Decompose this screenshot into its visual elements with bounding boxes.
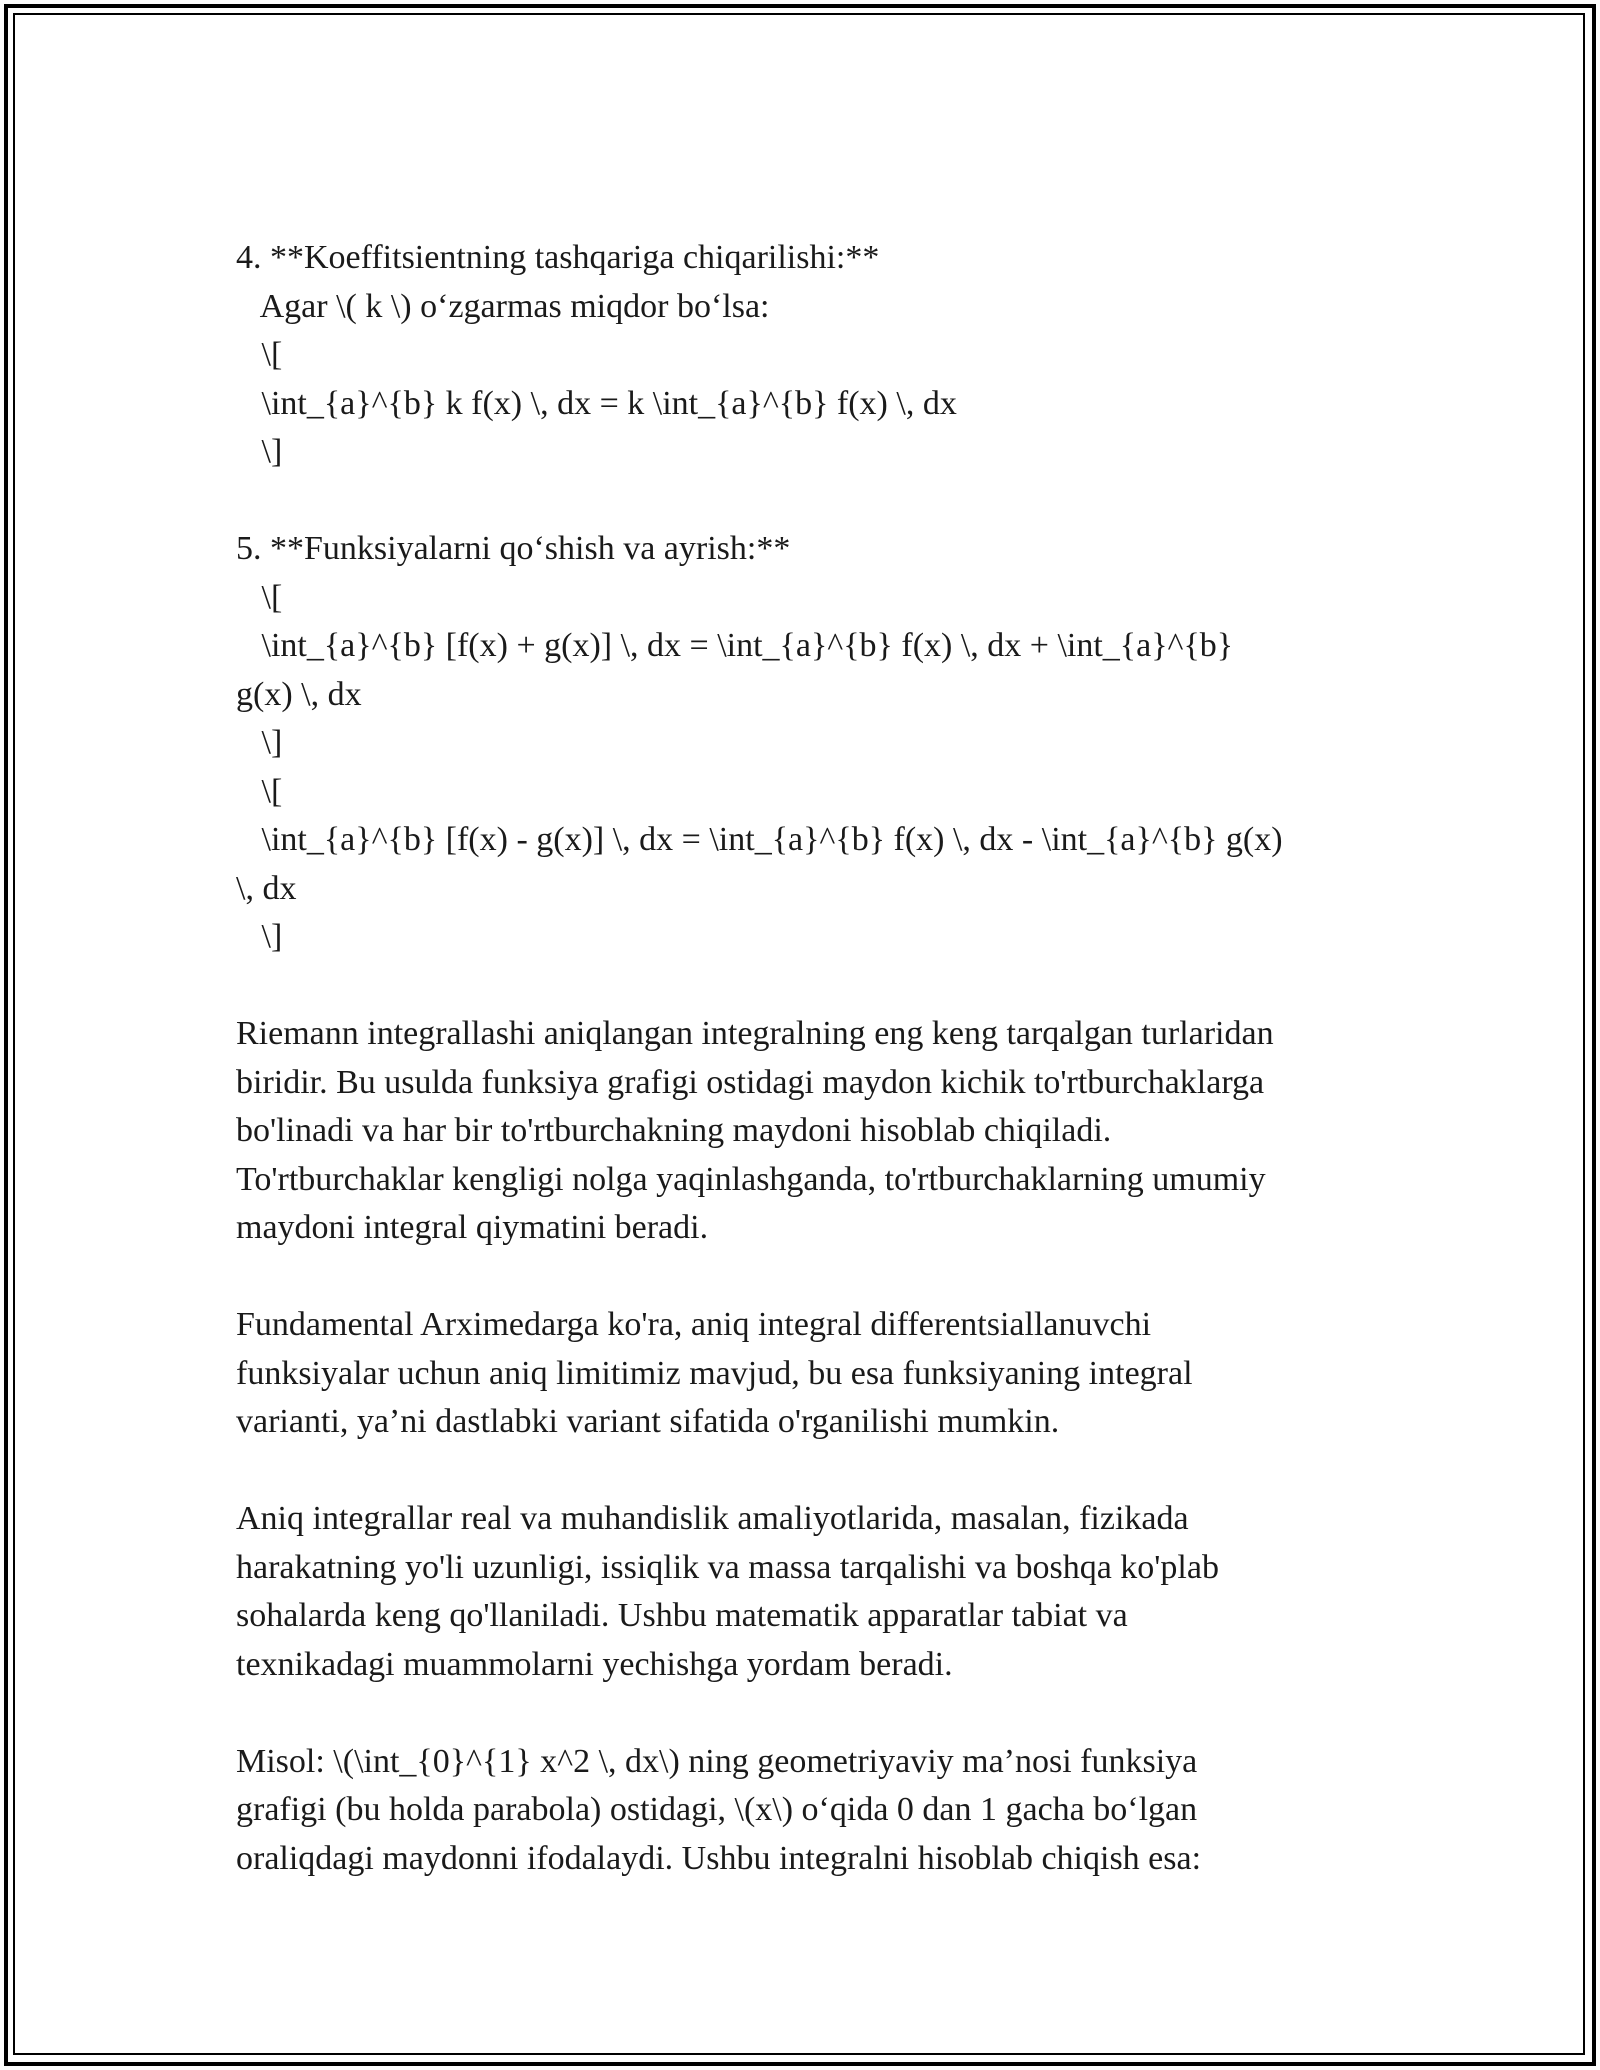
riemann-paragraph-line: To'rtburchaklar kengligi nolga yaqinlashganda, to'rtburchaklarning umumiy (236, 1160, 1266, 1198)
blank-line (236, 962, 1386, 1011)
riemann-paragraph-line: Riemann integrallashi aniqlangan integralning eng keng tarqalgan turlaridan (236, 1015, 1274, 1052)
example-paragraph-line: grafigi (bu holda parabola) ostidagi, \(x\) o‘qida 0 dan 1 gacha bo‘lgan (236, 1791, 1198, 1828)
blank-line (236, 1447, 1386, 1496)
item-4-heading: 4. **Koeffitsientning tashqariga chiqarilishi:** (236, 239, 880, 276)
fundamental-paragraph-line: Fundamental Arximedarga ko'ra, aniq integral differentsiallanuvchi (236, 1306, 1152, 1343)
item-5-heading: 5. **Funksiyalarni qo‘shish va ayrish:** (236, 530, 791, 567)
formula-difference-part-2: \, dx (236, 869, 297, 907)
example-paragraph-line: Misol: \(\int_{0}^{1} x^2 \, dx\) ning geometriyaviy ma’nosi funksiya (236, 1742, 1198, 1780)
formula-difference-part-1: \int_{a}^{b} [f(x) - g(x)] \, dx = \int_{a}^{b} f(x) \, dx - \int_{a}^{b} g(x) (236, 821, 1283, 858)
blank-line (236, 1253, 1386, 1302)
formula-close: \] (236, 918, 283, 955)
formula-sum-part-1: \int_{a}^{b} [f(x) + g(x)] \, dx = \int_{a}^{b} f(x) \, dx + \int_{a}^{b} (236, 627, 1234, 664)
example-paragraph-line: oraliqdagi maydonni ifodalaydi. Ushbu integralni hisoblab chiqish esa: (236, 1839, 1202, 1877)
riemann-paragraph-line: bo'linadi va har bir to'rtburchakning maydoni hisoblab chiqiladi. (236, 1112, 1112, 1149)
fundamental-paragraph-line: varianti, ya’ni dastlabki variant sifatida o'rganilishi mumkin. (236, 1403, 1060, 1440)
riemann-paragraph-line: biridir. Bu usulda funksiya grafigi ostidagi maydon kichik to'rtburchaklarga (236, 1063, 1265, 1101)
document-body (236, 234, 1386, 1883)
formula-open: \[ (236, 772, 283, 810)
formula-open: \[ (236, 578, 283, 616)
formula-open: \[ (236, 336, 283, 373)
applications-paragraph-line: sohalarda keng qo'llaniladi. Ushbu matematik apparatlar tabiat va (236, 1597, 1128, 1634)
fundamental-paragraph-line: funksiyalar uchun aniq limitimiz mavjud, bu esa funksiyaning integral (236, 1354, 1193, 1392)
formula-coefficient: \int_{a}^{b} k f(x) \, dx = k \int_{a}^{b} f(x) \, dx (236, 384, 957, 422)
applications-paragraph-line: harakatning yo'li uzunligi, issiqlik va massa tarqalishi va boshqa ko'plab (236, 1548, 1219, 1586)
applications-paragraph-line: texnikadagi muammolarni yechishga yordam beradi. (236, 1645, 953, 1683)
blank-line (236, 477, 1386, 526)
riemann-paragraph-line: maydoni integral qiymatini beradi. (236, 1209, 709, 1246)
applications-paragraph-line: Aniq integrallar real va muhandislik amaliyotlarida, masalan, fizikada (236, 1500, 1189, 1537)
blank-line (236, 1689, 1386, 1738)
formula-close: \] (236, 433, 283, 470)
formula-close: \] (236, 724, 283, 761)
formula-sum-part-2: g(x) \, dx (236, 675, 362, 713)
item-4-condition: Agar \( k \) o‘zgarmas miqdor bo‘lsa: (236, 287, 770, 325)
